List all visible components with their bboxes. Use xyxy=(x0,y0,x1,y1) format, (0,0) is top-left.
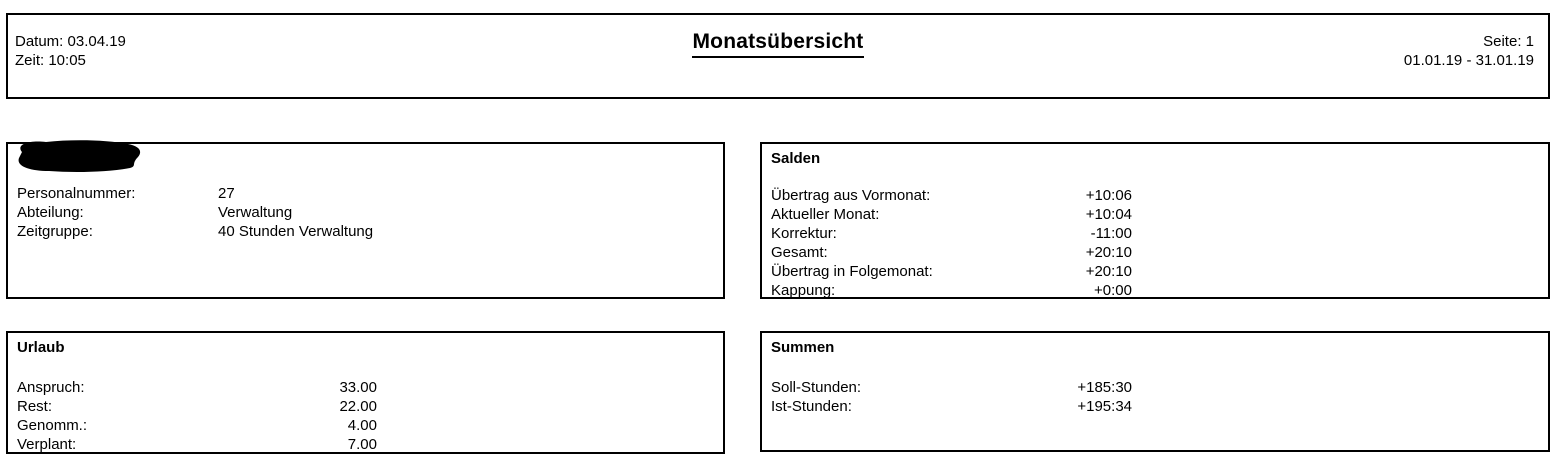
row-label: Rest: xyxy=(17,398,53,415)
salden-box xyxy=(760,142,1550,299)
row-label: Ist-Stunden: xyxy=(771,398,852,415)
row-label: Abteilung: xyxy=(17,204,84,221)
row-value: 40 Stunden Verwaltung xyxy=(218,223,374,240)
row-label: Anspruch: xyxy=(17,379,85,396)
row-label: Aktueller Monat: xyxy=(771,206,880,223)
report-title: Monatsübersicht xyxy=(692,30,863,58)
row-value: 22.00 xyxy=(339,398,377,415)
row-label: Gesamt: xyxy=(771,244,828,261)
urlaub-rows xyxy=(17,378,723,454)
summen-row-soll-stunden xyxy=(771,378,1548,397)
summen-box xyxy=(760,331,1550,452)
employee-info-box xyxy=(6,142,725,299)
report-period: 01.01.19 - 31.01.19 xyxy=(1403,52,1534,69)
salden-row-gesamt xyxy=(771,243,1548,262)
row-value: +10:04 xyxy=(1085,206,1132,223)
employee-row-abteilung xyxy=(17,203,723,222)
row-value: -11:00 xyxy=(1090,225,1132,242)
row-label: Personalnummer: xyxy=(17,185,136,202)
urlaub-title: Urlaub xyxy=(17,339,65,356)
row-label: Kappung: xyxy=(771,282,836,299)
urlaub-row-genommen xyxy=(17,416,723,435)
salden-rows xyxy=(771,186,1548,300)
row-label: Zeitgruppe: xyxy=(17,223,93,240)
header-page-period xyxy=(1404,32,1534,70)
row-value: 33.00 xyxy=(339,379,377,396)
row-value: +10:06 xyxy=(1085,187,1132,204)
report-page-number: Seite: 1 xyxy=(1483,33,1534,50)
salden-row-uebertrag-vormonat xyxy=(771,186,1548,205)
row-value: +195:34 xyxy=(1077,398,1132,415)
row-value: 4.00 xyxy=(347,417,377,434)
report-title-wrap xyxy=(8,30,1548,58)
row-value: 27 xyxy=(218,185,235,202)
row-label: Übertrag in Folgemonat: xyxy=(771,263,933,280)
row-value: 7.00 xyxy=(347,436,377,453)
summen-row-ist-stunden xyxy=(771,397,1548,416)
summen-title: Summen xyxy=(771,339,835,356)
report-time: Zeit: 10:05 xyxy=(15,52,86,69)
employee-rows xyxy=(17,184,723,241)
employee-row-personalnummer xyxy=(17,184,723,203)
salden-row-uebertrag-folgemonat xyxy=(771,262,1548,281)
urlaub-row-rest xyxy=(17,397,723,416)
summen-rows xyxy=(771,378,1548,416)
row-label: Übertrag aus Vormonat: xyxy=(771,187,931,204)
report-header-box xyxy=(6,13,1550,99)
row-value: +20:10 xyxy=(1085,244,1132,261)
salden-row-kappung xyxy=(771,281,1548,300)
urlaub-box xyxy=(6,331,725,454)
salden-title: Salden xyxy=(771,150,821,167)
row-label: Verplant: xyxy=(17,436,77,453)
salden-row-aktueller-monat xyxy=(771,205,1548,224)
row-value: Verwaltung xyxy=(218,204,293,221)
row-label: Soll-Stunden: xyxy=(771,379,862,396)
row-value: +20:10 xyxy=(1085,263,1132,280)
employee-row-zeitgruppe xyxy=(17,222,723,241)
row-label: Korrektur: xyxy=(771,225,837,242)
salden-row-korrektur xyxy=(771,224,1548,243)
row-value: +0:00 xyxy=(1094,282,1132,299)
row-label: Genomm.: xyxy=(17,417,88,434)
urlaub-row-anspruch xyxy=(17,378,723,397)
row-value: +185:30 xyxy=(1077,379,1132,396)
redacted-name-mark xyxy=(13,138,143,174)
report-date: Datum: 03.04.19 xyxy=(15,33,126,50)
urlaub-row-verplant xyxy=(17,435,723,454)
